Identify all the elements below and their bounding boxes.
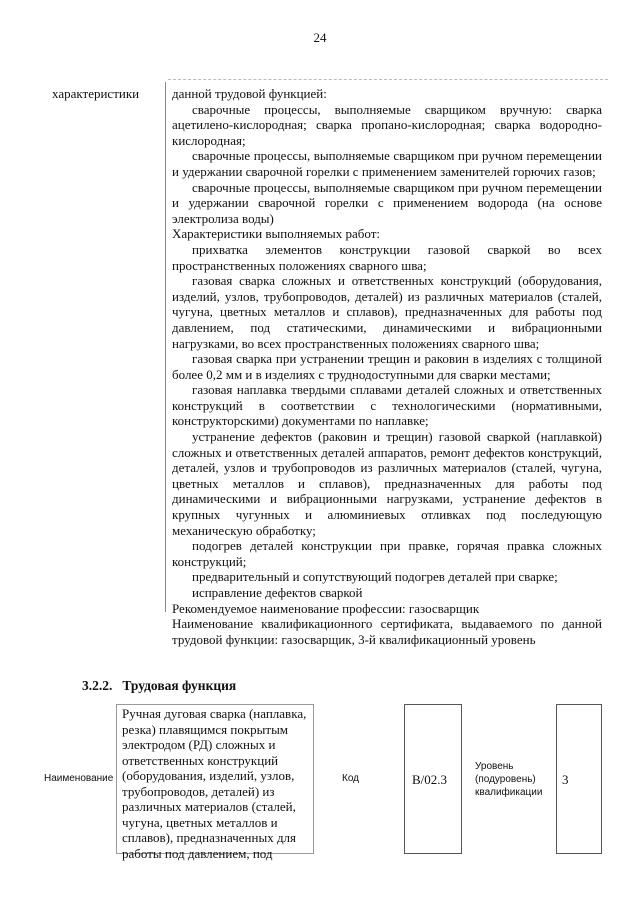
name-label: Наименование [44,773,114,784]
paragraph: исправление дефектов сваркой [192,585,363,600]
paragraph: сварочные процессы, выполняемые сварщиком вручную: сварка ацетилено-кислородная; сварка пропано-кислородная; сварка водородно-кислородная; [172,101,602,148]
paragraph: устранение дефектов (раковин и трещин) газовой сваркой (наплавкой) сложных и ответственных деталей аппаратов, ремонт дефектов конструкций, деталей, узлов и трубопроводов из различных материалов (сталей, чугуна, цветных металлов и сплавов), предназначенных для работы под динамическими и вибрационными нагрузками, устранение дефектов в крупных чугунных и алюминиевых отливках под последующую механическую обработку; [172,429,602,538]
paragraph: Рекомендуемое наименование профессии: газосварщик [172,600,480,616]
paragraph: данной трудовой функцией: [172,86,327,101]
characteristics-text [172,86,602,647]
section-heading [82,678,246,694]
paragraph: газовая сварка сложных и ответственных конструкций (оборудования, изделий, узлов, трубопроводов, деталей) из различных материалов (сталей, чугуна, цветных металлов и сплавов), предназначенных для работы под давлением, под статическими, динамическими и вибрационными нагрузками, во всех пространственных положениях сварного шва; [172,273,602,351]
code-label: Код [342,773,360,784]
paragraph: газовая наплавка твердыми сплавами деталей сложных и ответственных конструкций в соответствии с технологическими (нормативными, конструкторскими) документами по наплавке; [172,382,602,429]
level-label: Уровень (подуровень) квалификации [475,761,543,798]
paragraph: подогрев деталей конструкции при правке, горячая правка сложных конструкций; [172,538,602,569]
code-value: B/02.3 [412,772,448,787]
paragraph: прихватка элементов конструкции газовой сваркой во всех пространственных положениях сварного шва; [172,241,602,273]
paragraph: Характеристики выполняемых работ: [172,226,380,242]
section-title: Трудовая функция [122,678,237,693]
name-value: Ручная дуговая сварка (наплавка, резка) плавящимся покрытым электродом (РД) сложных и ответственных конструкций (оборудования, изделий, узлов, трубопроводов, деталей) из различных материалов (сталей, чугуна, цветных металлов и сплавов), предназначенных для работы под давлением, под [122,706,307,861]
section-number: 3.2.2. [82,678,113,693]
paragraph: Наименование квалификационного сертификата, выдаваемого по данной трудовой функции: газосварщик, 3-й квалификационный уровень [172,616,602,647]
paragraph: газовая сварка при устранении трещин и раковин в изделиях с толщиной более 0,2 мм и в изделиях с труднодоступными для сварки местами; [172,351,602,382]
row-label: характеристики [52,86,140,101]
table-divider [165,82,166,612]
paragraph: сварочные процессы, выполняемые сварщиком при ручном перемещении и удержании сварочной горелки с применением заменителей горючих газов; [172,148,602,179]
table-border-top [168,79,608,80]
level-value: 3 [562,772,569,787]
paragraph: предварительный и сопутствующий подогрев деталей при сварке; [192,569,558,585]
paragraph: сварочные процессы, выполняемые сварщиком при ручном перемещении и удержании сварочной горелки с применением водорода (на основе электролиза воды) [172,179,602,226]
page-number: 24 [313,30,327,45]
